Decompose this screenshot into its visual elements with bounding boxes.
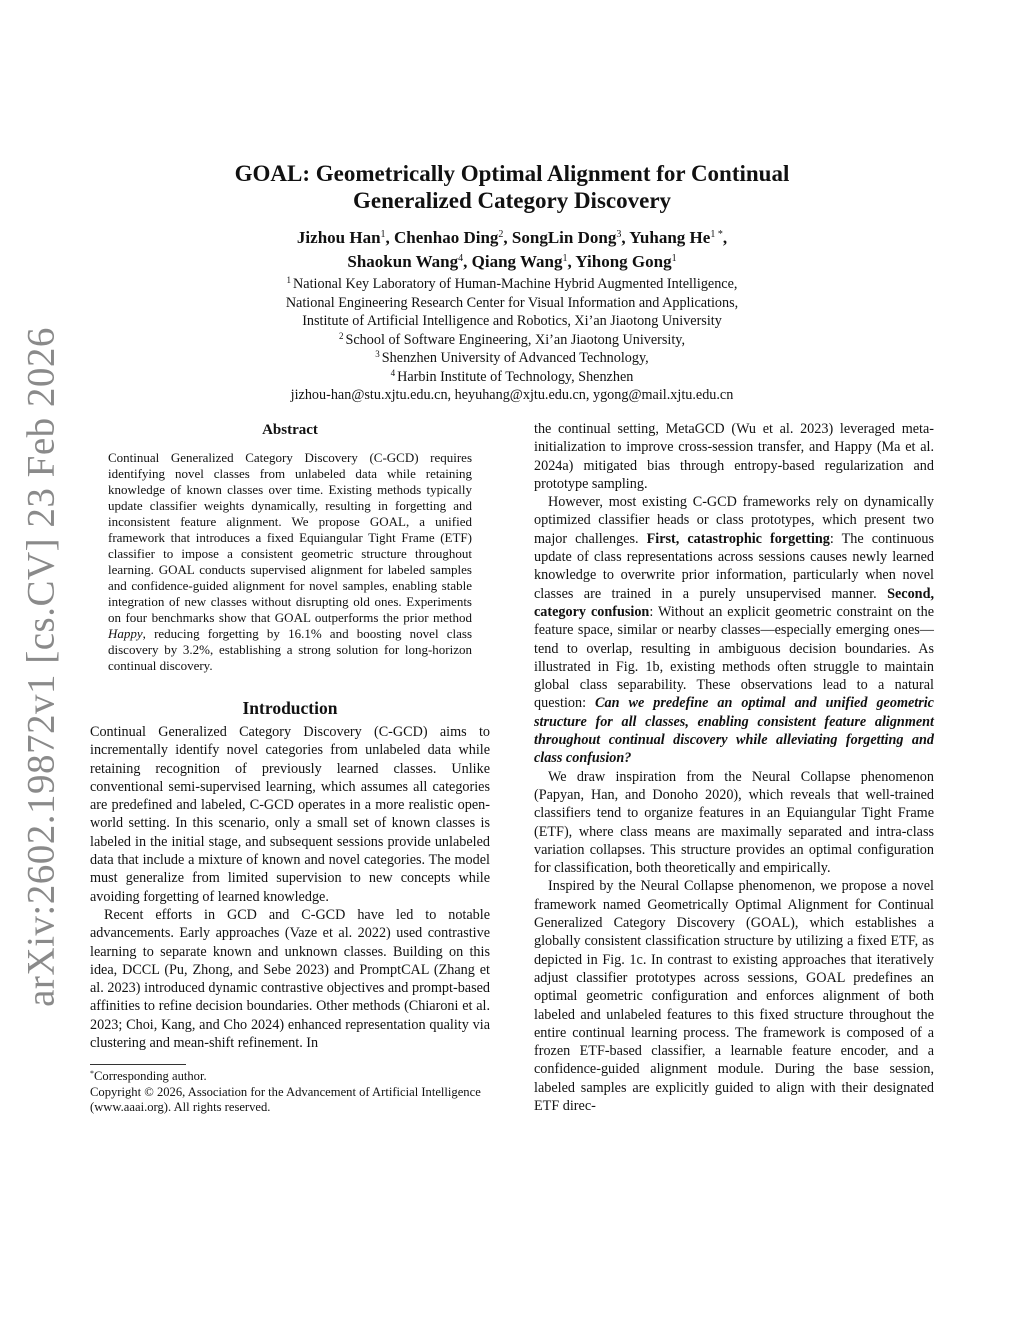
affiliation-mark: 4	[390, 367, 396, 378]
right-paragraph-4: Inspired by the Neural Collapse phenomenon, we propose a novel framework named Geometrically Optimal Alignment for Continual Generalized Category Discovery (GOAL), which establishes a globally consistent classification structure by utilizing a fixed ETF, as depicted in Fig. 1c. In contrast to existing approaches that iteratively adjust classifier prototypes across sessions, GOAL predefines an optimal geometric configuration and enforces alignment of both labeled and unlabeled features to this fixed structure throughout the entire continual learning process. The framework is composed of a frozen ETF-based classifier, a learnable feature encoder, and a confidence-guided alignment module. During the base session, labeled samples are explicitly guided to align with their designated ETF direc-	[534, 878, 934, 1114]
right-paragraph-1: the continual setting, MetaGCD (Wu et al. 2023) leveraged meta-initialization to improve cross-session transfer, and Happy (Ma et al. 2024a) mitigated bias through entropy-based regularization and prototype sampling.	[534, 421, 934, 492]
author-affil-mark: 1	[380, 229, 386, 240]
affiliation-line	[150, 294, 874, 313]
research-question: Can we predefine an optimal and unified geometric structure for all classes, enabling consistent feature alignment throughout continual discovery while alleviating forgetting and class confusion?	[534, 695, 934, 767]
intro-paragraph-2: Recent efforts in GCD and C-GCD have led to notable advancements. Early approaches (Vaze et al. 2022) used contrastive learning to separate known and unknown classes. Building on this idea, DCCL (Pu, Zhong, and Sebe 2023) and PromptCAL (Zhang et al. 2023) introduced dynamic contrastive objectives and prompt-based affinities to refine decision boundaries. Other methods (Chiaroni et al. 2023; Choi, Kang, and Cho 2024) enhanced representation quality via clustering and mean-shift refinement. In	[90, 906, 490, 1052]
arxiv-identifier-stamp: arXiv:2602.19872v1 [cs.CV] 23 Feb 2026	[19, 327, 63, 1007]
affiliation-line	[150, 312, 874, 331]
affiliation-line	[150, 349, 874, 368]
body-text: : Without an explicit geometric constraint on the feature space, similar or nearby classes—especially emerging ones—tend to overlap, resulting in ambiguous decision boundaries. As illustrated in Fig. 1b, existing methods often struggle to maintain global class separability. These observations lead to a natural question:	[534, 603, 934, 712]
paper-title	[180, 160, 844, 214]
affiliation-line	[150, 368, 874, 387]
affiliation-text: School of Software Engineering, Xi’an Jiaotong University,	[345, 331, 685, 348]
author-name: Jizhou Han	[296, 228, 381, 247]
author-affil-mark: 1	[671, 253, 677, 264]
right-paragraph-3: We draw inspiration from the Neural Collapse phenomenon (Papyan, Han, and Donoho 2020), which reveals that well-trained classifiers tend to organize features in an Equiangular Tight Frame (ETF), where class means are maximally separated and intra-class variation collapses. This structure provides an optimal configuration for classification, both theoretically and empirically.	[534, 768, 934, 877]
affiliation-text: Harbin Institute of Technology, Shenzhen	[397, 368, 634, 385]
affiliation-line	[150, 275, 874, 294]
footnote-mark: *	[90, 1069, 94, 1079]
affiliation-line	[150, 331, 874, 350]
abstract-emphasis: Happy	[108, 626, 143, 641]
right-column	[534, 420, 934, 1115]
abstract-heading: Abstract	[262, 422, 318, 438]
footnote-text: Corresponding author.	[94, 1069, 207, 1084]
bold-phrase-forgetting: First, catastrophic forgetting	[646, 530, 830, 547]
body-text: : The continuous update of class representations across sessions causes newly learned knowledge to overwrite prior information, particularly when novel classes are trained in a purely unsupervised manner.	[534, 530, 934, 602]
author-affil-mark: 4	[458, 253, 464, 264]
right-paragraph-2	[534, 493, 934, 767]
copyright-notice: Copyright © 2026, Association for the Advancement of Artificial Intelligence (www.aaai.org). All rights reserved.	[90, 1084, 481, 1115]
left-column	[90, 420, 490, 1116]
title-line-2: Generalized Category Discovery	[352, 188, 672, 213]
footnote-divider	[90, 1064, 186, 1065]
body-text: However, most existing C-GCD frameworks rely on dynamically optimized classifier heads or class prototypes, which present two major challenges.	[534, 494, 934, 547]
affiliation-text: Institute of Artificial Intelligence and Robotics, Xi’an Jiaotong University	[302, 313, 722, 329]
author-emails: jizhou-han@stu.xjtu.edu.cn, heyuhang@xjtu.edu.cn, ygong@mail.xjtu.edu.cn	[290, 387, 734, 403]
affiliation-text: Shenzhen University of Advanced Technology,	[381, 350, 649, 366]
corresponding-author-note	[90, 1069, 490, 1085]
affiliation-mark: 1	[286, 275, 292, 285]
affiliation-mark: 3	[375, 349, 380, 359]
author-affil-mark: 3	[616, 229, 622, 240]
affiliation-block	[150, 275, 874, 405]
footnote-block	[90, 1069, 490, 1116]
author-name: Shaokun Wang	[347, 252, 459, 271]
author-name: Chenhao Ding	[394, 228, 499, 247]
author-affil-mark: 1 *	[710, 229, 723, 240]
author-name: Yuhang He	[629, 228, 711, 247]
bold-phrase-confusion: Second, category confusion	[534, 585, 934, 620]
abstract-body	[108, 450, 472, 674]
affiliation-text: National Engineering Research Center for Visual Information and Applications,	[285, 294, 739, 311]
author-name: SongLin Dong	[511, 228, 617, 247]
affiliation-text: National Key Laboratory of Human-Machine Hybrid Augmented Intelligence,	[293, 276, 738, 292]
abstract-text: Continual Generalized Category Discovery (C-GCD) requires identifying novel classes from unlabeled data while retaining knowledge of known classes over time. Existing methods typically update classifier weights dynamically, resulting in forgetting and inconsistent feature alignment. We propose GOAL, a unified framework that introduces a fixed Equiangular Tight Frame (ETF) classifier to impose a consistent geometric structure throughout learning. GOAL conducts supervised alignment for labeled samples and confidence-guided alignment for novel samples, enabling stable integration of new classes without disrupting old ones. Experiments on four benchmarks show that GOAL outperforms the prior method	[108, 450, 472, 625]
author-list: Jizhou Han$^1$, Chenhao Ding$^2$, SongLin Dong$^3$, Yuhang $He^{1 *}$, Shaokun Wang$^4$, Qiang Wang$^1$, Yihong Gong$^1$	[296, 228, 728, 271]
author-name: Qiang Wang	[471, 252, 563, 271]
introduction-heading: Introduction	[242, 698, 338, 718]
author-name: Yihong Gong	[575, 252, 672, 271]
title-line-1: GOAL: Geometrically Optimal Alignment for Continual	[234, 161, 790, 186]
affiliation-mark: 2	[338, 330, 344, 341]
author-affil-mark: 2	[498, 229, 504, 240]
intro-paragraph-1: Continual Generalized Category Discovery (C-GCD) aims to incrementally identify novel categories from unlabeled data while retaining recognition of previously learned classes. Unlike conventional semi-supervised learning, which assumes all categories are predefined and labeled, C-GCD operates in a more realistic open-world setting. In this scenario, only a small set of known classes is labeled in the initial stage, and subsequent sessions provide unlabeled data that include a mixture of known and novel categories. The model must generalize from limited supervision to new concepts while avoiding forgetting of learned knowledge.	[90, 724, 490, 905]
author-affil-mark: 1	[562, 253, 568, 264]
abstract-text: , reducing forgetting by 16.1% and boosting novel class discovery by 3.2%, establishing a strong solution for long-horizon continual discovery.	[108, 626, 472, 673]
